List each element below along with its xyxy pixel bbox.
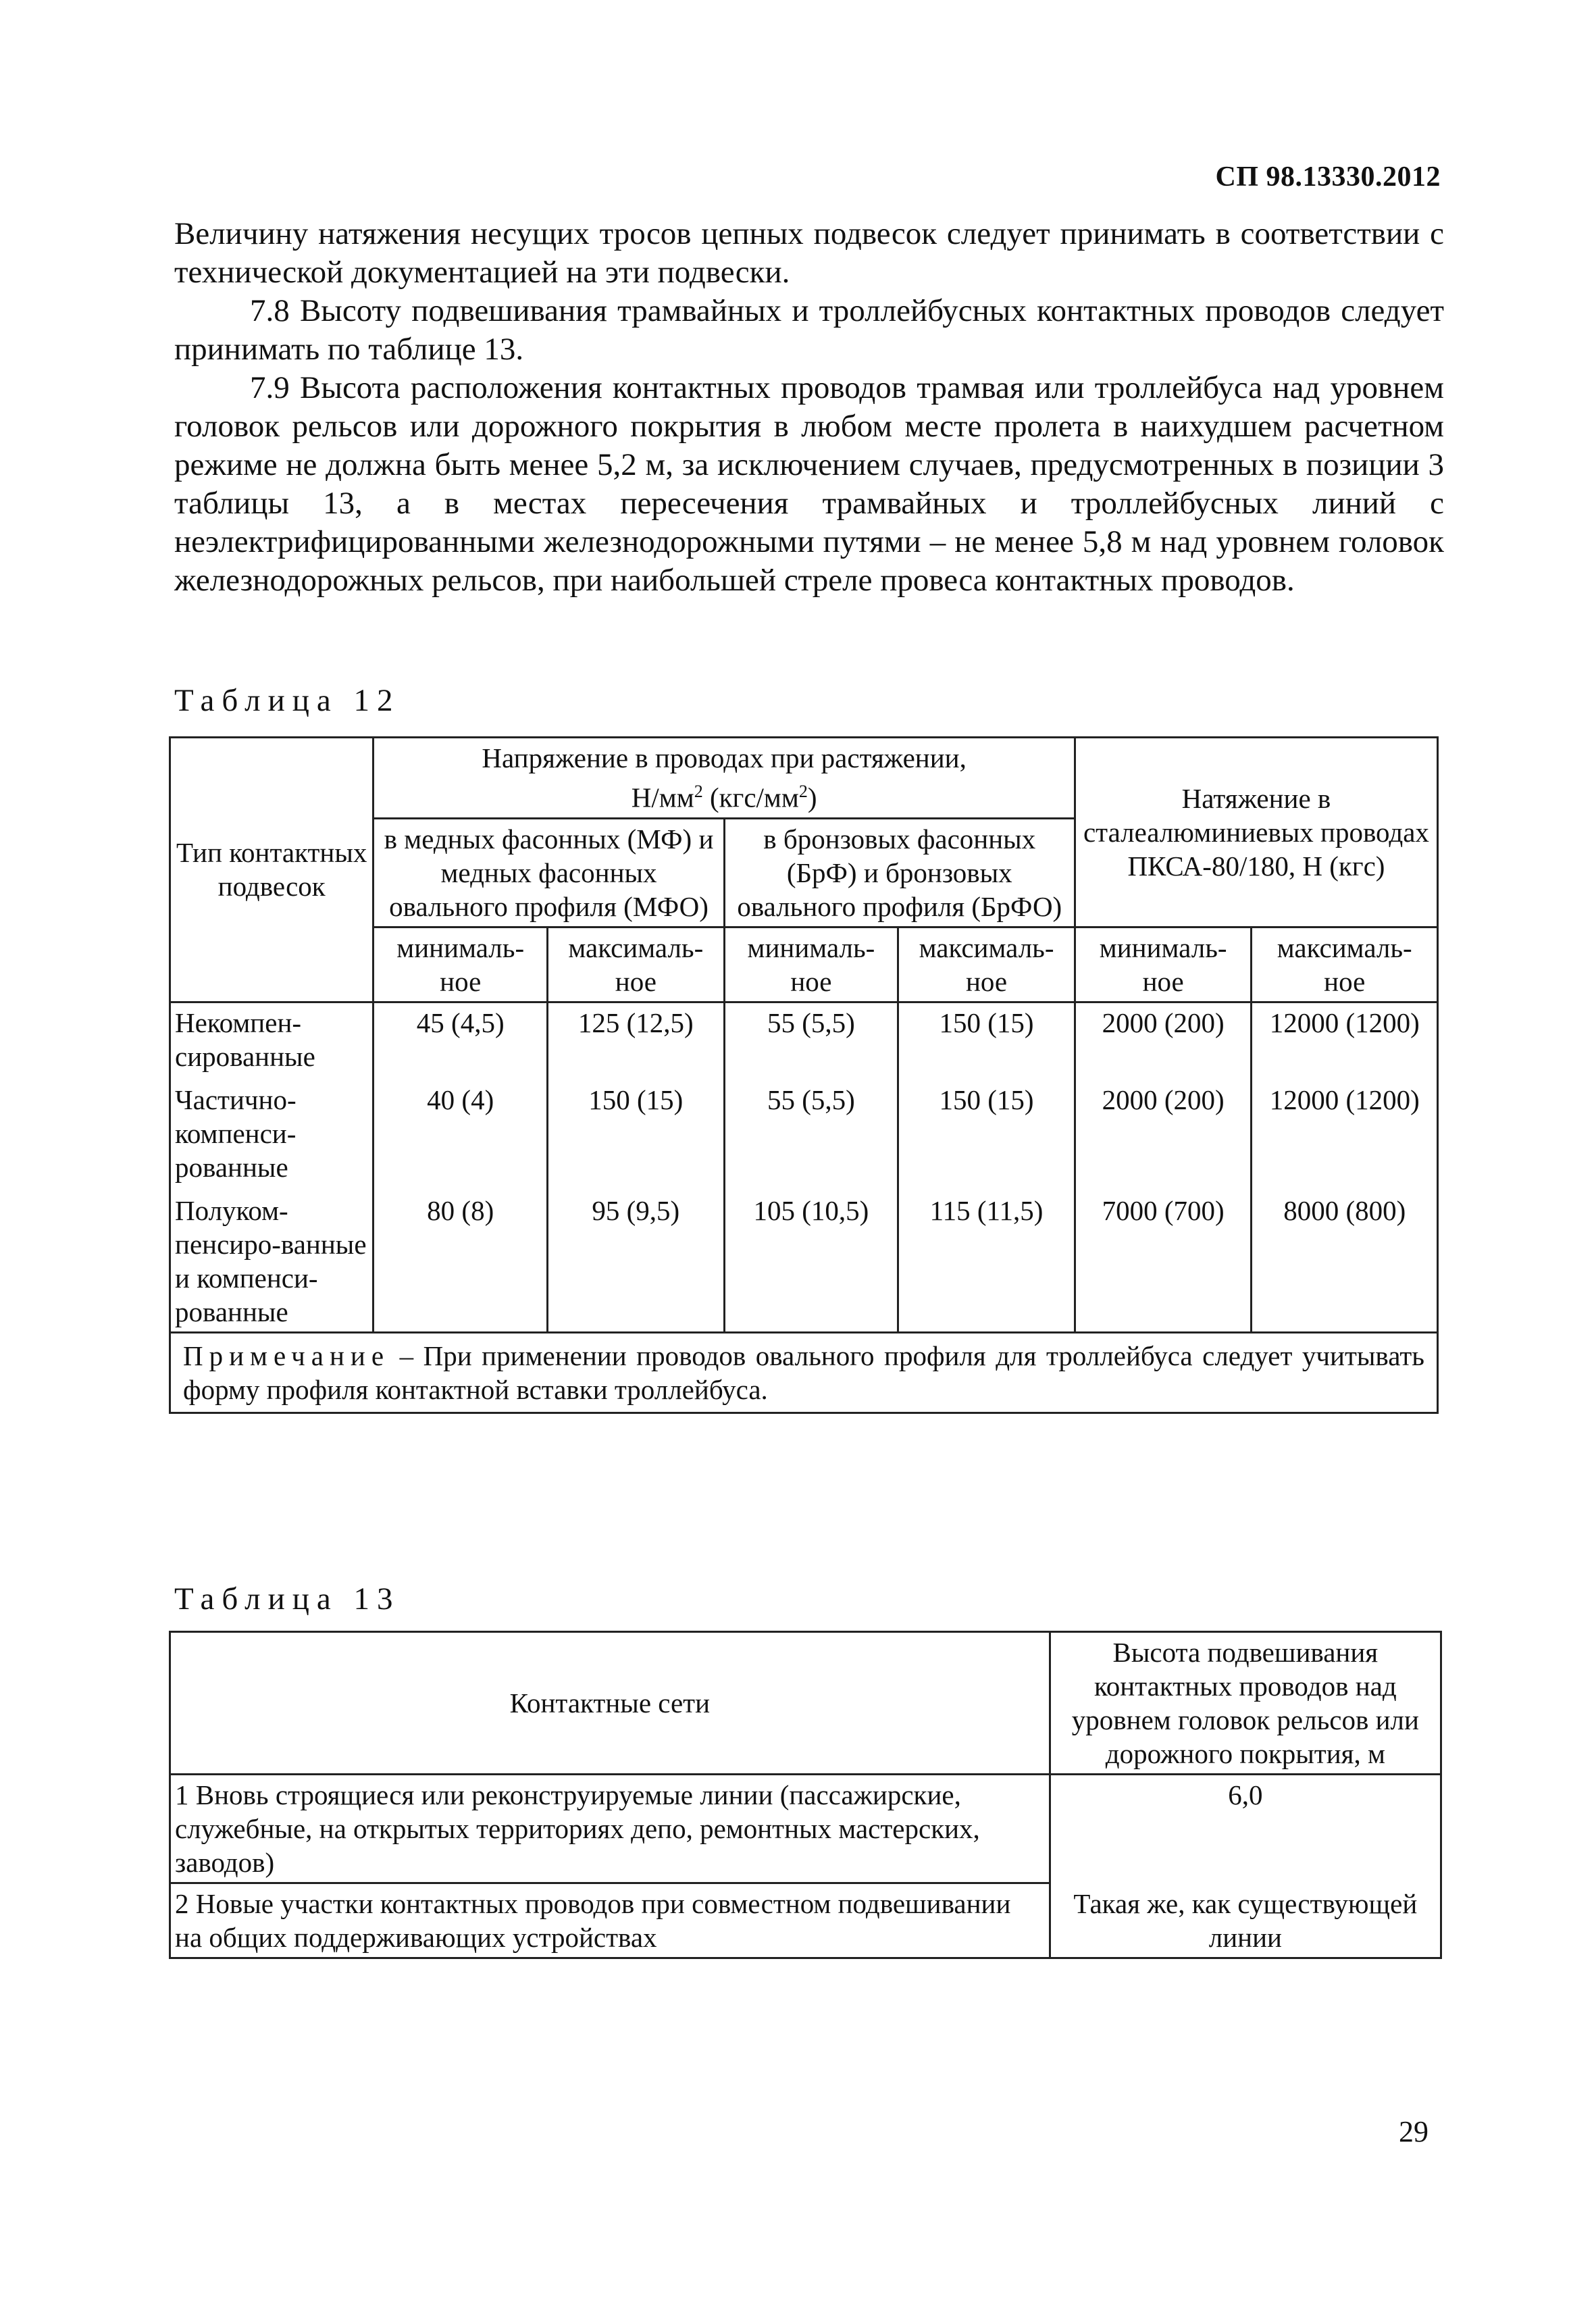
- cell-t-min: 7000 (700): [1075, 1187, 1252, 1333]
- note-text: – При применении проводов овального профиля для троллейбуса следует учитывать форму профиля контактной вставки троллейбуса.: [183, 1340, 1424, 1405]
- table-row: [170, 1187, 1438, 1333]
- document-code: СП 98.13330.2012: [1215, 161, 1441, 193]
- body-text: [174, 215, 1444, 600]
- header-stress-line2: $Н/мм^2$ $(кгс/мм^2)$: [631, 782, 817, 813]
- cell-br-min: 55 (5,5): [724, 1076, 898, 1187]
- header-type: Тип контактных подвесок: [170, 738, 374, 1002]
- row-type: Полуком-пенсиро-ванные и компенси-рованные: [170, 1187, 374, 1333]
- cell-t-max: 8000 (800): [1252, 1187, 1438, 1333]
- paragraph-7-8: 7.8 Высоту подвешивания трамвайных и троллейбусных контактных проводов следует принимать по таблице 13.: [174, 293, 1444, 367]
- table-row: [170, 1775, 1441, 1883]
- header-tension: Натяжение в сталеалюминиевых проводах ПКСА-80/180, Н (кгс): [1075, 738, 1437, 927]
- page-number: 29: [1399, 2115, 1428, 2148]
- header-stress: [374, 738, 1075, 819]
- cell-cu-max: 95 (9,5): [548, 1187, 725, 1333]
- cell-br-max: 150 (15): [898, 1076, 1075, 1187]
- cell-cu-min: 40 (4): [374, 1076, 548, 1187]
- table-13-caption: Таблица 13: [174, 1581, 401, 1617]
- table-row: [170, 1076, 1438, 1187]
- cell-br-max: 115 (11,5): [898, 1187, 1075, 1333]
- cell-t-max: 12000 (1200): [1252, 1002, 1438, 1076]
- header-br-max: максималь-ное: [898, 927, 1075, 1002]
- header-cu-max: максималь-ное: [548, 927, 725, 1002]
- table-12: [169, 736, 1439, 1414]
- header-t-min: минималь-ное: [1075, 927, 1252, 1002]
- header-t-max: максималь-ное: [1252, 927, 1438, 1002]
- row-name: 1 Вновь строящиеся или реконструируемые линии (пассажирские, служебные, на открытых территориях депо, ремонтных мастерских, заводов): [170, 1775, 1050, 1883]
- row-type: Частично-компенси-рованные: [170, 1076, 374, 1187]
- header-bronze: в бронзовых фасонных (БрФ) и бронзовых овального профиля (БрФО): [724, 818, 1075, 927]
- header-copper: в медных фасонных (МФ) и медных фасонных овального профиля (МФО): [374, 818, 724, 927]
- header-br-min: минималь-ное: [724, 927, 898, 1002]
- header-height: Высота подвешивания контактных проводов над уровнем головок рельсов или дорожного покрытия, м: [1050, 1632, 1441, 1775]
- cell-br-min: 55 (5,5): [724, 1002, 898, 1076]
- header-stress-line1: Напряжение в проводах при растяжении,: [482, 742, 967, 773]
- row-name: 2 Новые участки контактных проводов при совместном подвешивании на общих поддерживающих устройствах: [170, 1883, 1050, 1958]
- cell-cu-max: 150 (15): [548, 1076, 725, 1187]
- cell-cu-max: 125 (12,5): [548, 1002, 725, 1076]
- table-12-note: [170, 1332, 1438, 1413]
- row-type: Некомпен-сированные: [170, 1002, 374, 1076]
- cell-t-min: 2000 (200): [1075, 1002, 1252, 1076]
- cell-br-min: 105 (10,5): [724, 1187, 898, 1333]
- table-12-caption: Таблица 12: [174, 683, 401, 718]
- row-value: 6,0: [1050, 1775, 1441, 1883]
- table-row: [170, 1883, 1441, 1958]
- header-cu-min: минималь-ное: [374, 927, 548, 1002]
- paragraph-1: Величину натяжения несущих тросов цепных подвесок следует принимать в соответствии с технической документацией на эти подвески.: [174, 216, 1444, 290]
- cell-cu-min: 80 (8): [374, 1187, 548, 1333]
- cell-t-max: 12000 (1200): [1252, 1076, 1438, 1187]
- cell-t-min: 2000 (200): [1075, 1076, 1252, 1187]
- cell-cu-min: 45 (4,5): [374, 1002, 548, 1076]
- cell-br-max: 150 (15): [898, 1002, 1075, 1076]
- table-13: [169, 1631, 1442, 1959]
- header-contact-networks: Контактные сети: [170, 1632, 1050, 1775]
- note-label: Примечание: [183, 1340, 390, 1371]
- table-row: [170, 1002, 1438, 1076]
- row-value: Такая же, как существующей линии: [1050, 1883, 1441, 1958]
- paragraph-7-9: 7.9 Высота расположения контактных проводов трамвая или троллейбуса над уровнем головок рельсов или дорожного покрытия в любом месте пролета в наихудшем расчетном режиме не должна быть менее 5,2 м, за исключением случаев, предусмотренных в позиции 3 таблицы 13, а в местах пересечения трамвайных и троллейбусных линий с неэлектрифицированными железнодорожными путями – не менее 5,8 м над уровнем головок железнодорожных рельсов, при наибольшей стреле провеса контактных проводов.: [174, 370, 1444, 598]
